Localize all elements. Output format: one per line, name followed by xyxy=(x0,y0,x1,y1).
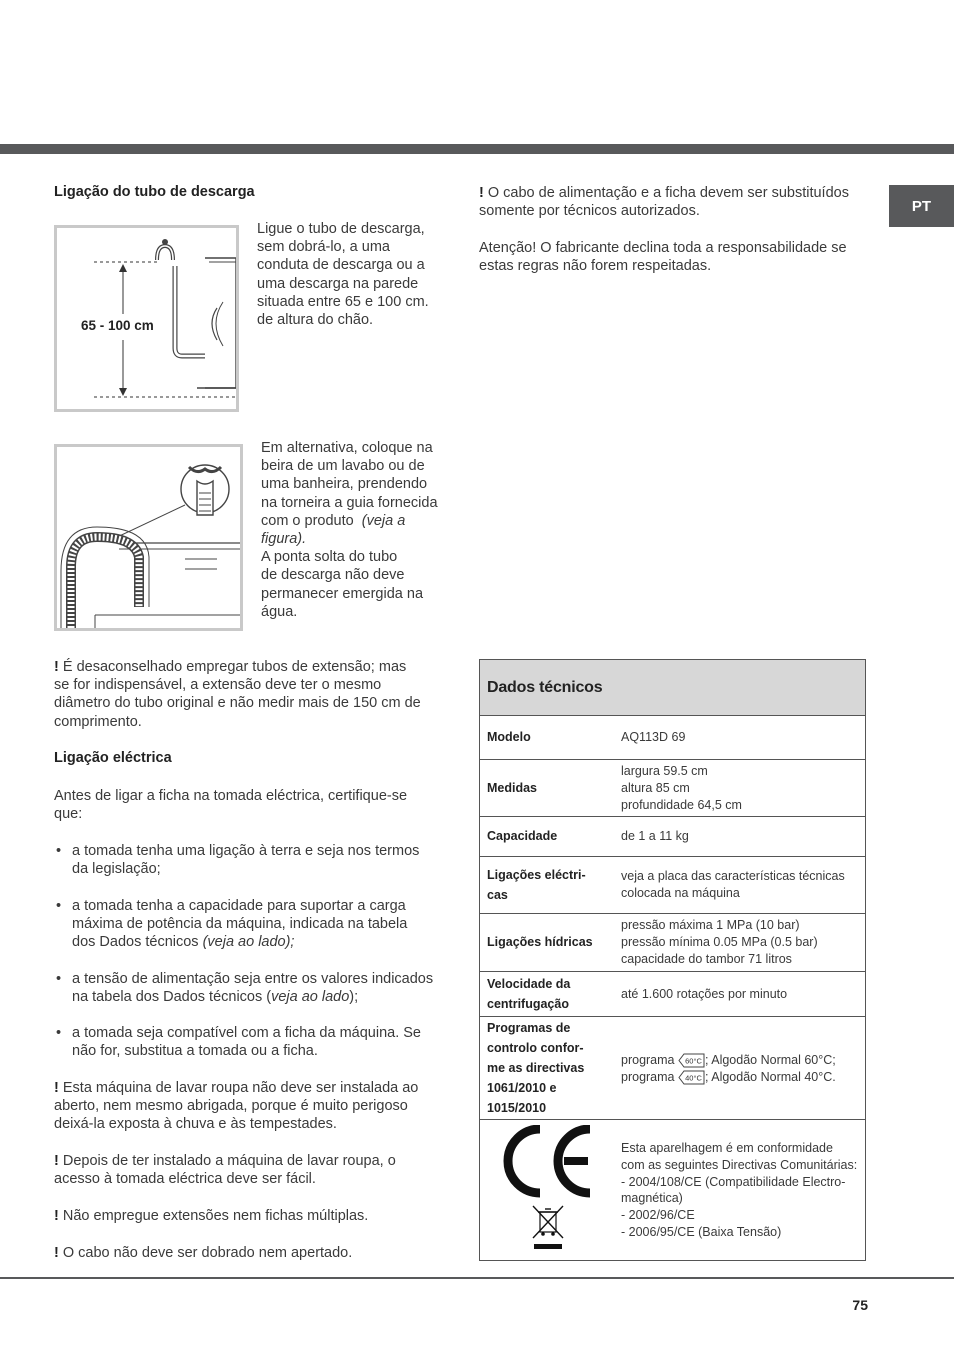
drain-fig2-text: Em alternativa, coloque na beira de um lavabo ou de uma banheira, prendendo na torneira a guia fornecida com o produto (veja a figura). A ponta solta do tubo de descarga não deve permanecer emergida na água. xyxy=(261,440,438,620)
language-tab: PT xyxy=(889,185,954,227)
table-row: Medidas largura 59.5 cm altura 85 cm profundidade 64,5 cm xyxy=(480,760,865,817)
cable-replacement-note: ! O cabo de alimentação e a ficha devem ser substituídos somente por técnicos autorizados. xyxy=(479,185,849,220)
table-row: Velocidade da centrifugação até 1.600 rotações por minuto xyxy=(480,972,865,1017)
warning-outdoor: ! Esta máquina de lavar roupa não deve ser instalada ao aberto, nem mesmo abrigada, porque é muito perigoso deixá-la exposta à chuva e às tempestades. xyxy=(54,1080,419,1133)
electric-heading: Ligação eléctrica xyxy=(54,750,172,766)
svg-text:40°C: 40°C xyxy=(685,1073,702,1083)
extension-warning: ! É desaconselhado empregar tubos de extensão; mas se for indispensável, a extensão deve ter o mesmo diâmetro do tubo original e não medir mais de 150 cm de comprimento. xyxy=(54,659,421,730)
electric-intro: Antes de ligar a ficha na tomada eléctrica, certifique-se que: xyxy=(54,788,408,823)
table-row: Esta aparelhagem é em conformidade com as seguintes Directivas Comunitárias: - 2004/108/CE (Compatibilidade Electro- magnética) - 2002/96/CE - 2006/95/CE (Baixa Tensão) xyxy=(480,1120,865,1260)
responsibility-note: Atenção! O fabricante declina toda a responsabilidade se estas regras não forem respeitadas. xyxy=(479,240,847,275)
top-rule xyxy=(0,144,954,154)
table-header: Dados técnicos xyxy=(480,660,865,716)
table-row: Capacidade de 1 a 11 kg xyxy=(480,817,865,857)
page-number: 75 xyxy=(852,1297,868,1313)
warning-extensions: ! Não empregue extensões nem fichas múltiplas. xyxy=(54,1208,369,1224)
table-row: Ligações eléctri- cas veja a placa das características técnicas colocada na máquina xyxy=(480,857,865,914)
warning-cable: ! O cabo não deve ser dobrado nem apertado. xyxy=(54,1245,353,1261)
wash-40-icon xyxy=(678,1070,705,1085)
table-row: Programas de controlo confor- me as directivas 1061/2010 e 1015/2010 programa 60°C ; Algodão Normal 60°C; programa 40°C ; Algodão Normal 40°C. xyxy=(480,1017,865,1120)
table-row: Ligações hídricas pressão máxima 1 MPa (10 bar) pressão mínima 0.05 MPa (0.5 bar) capacidade do tambor 71 litros xyxy=(480,914,865,972)
svg-text:60°C: 60°C xyxy=(685,1056,702,1066)
sink-hose-illustration xyxy=(57,447,240,628)
height-range-label: 65 - 100 cm xyxy=(81,318,154,333)
wash-60-icon xyxy=(678,1053,705,1068)
table-row: Modelo AQ113D 69 xyxy=(480,716,865,760)
technical-data-table xyxy=(479,659,866,1261)
warning-access: ! Depois de ter instalado a máquina de lavar roupa, o acesso à tomada eléctrica deve ser fácil. xyxy=(54,1153,396,1188)
bottom-rule xyxy=(0,1277,954,1279)
drain-heading: Ligação do tubo de descarga xyxy=(54,184,255,200)
warning-mark: ! xyxy=(54,659,59,675)
drain-sink-figure xyxy=(54,444,243,631)
drain-wall-figure xyxy=(54,225,239,412)
crossed-bin-icon xyxy=(530,1204,566,1254)
drain-fig1-text: Ligue o tubo de descarga, sem dobrá-lo, a uma conduta de descarga ou a uma descarga na parede situada entre 65 e 100 cm. de altura do chão. xyxy=(257,221,429,329)
